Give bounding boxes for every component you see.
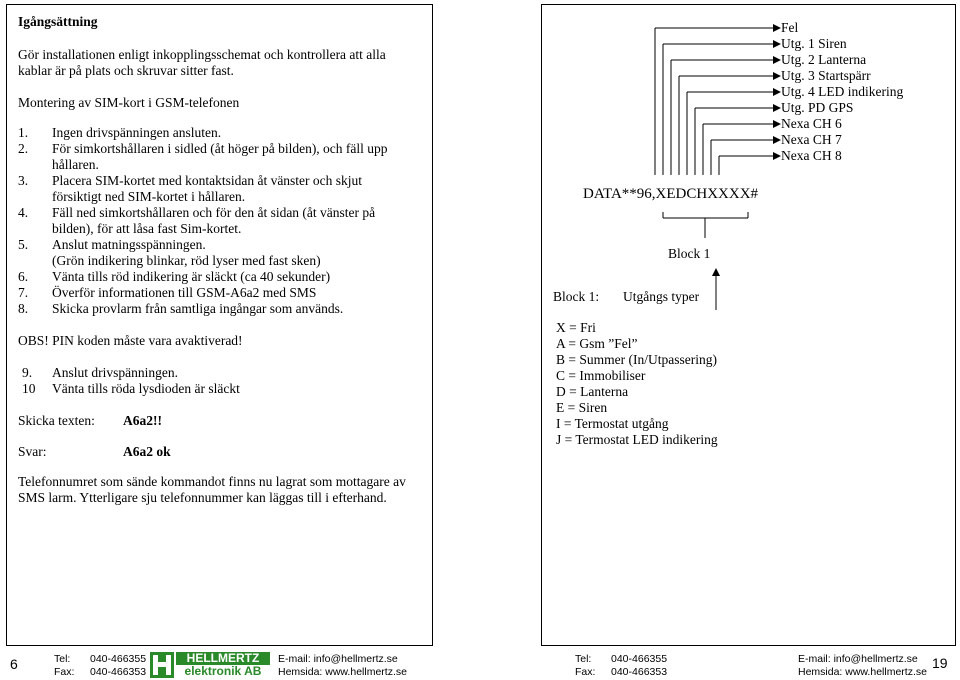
page-heading: Igångsättning xyxy=(18,14,98,29)
reply-label: Svar: xyxy=(18,444,47,459)
email-text: E-mail: info@hellmertz.se xyxy=(278,653,398,665)
step-4-text: Fäll ned simkortshållaren och för den åt sidan (åt vänster på xyxy=(52,205,376,220)
send-value: A6a2!! xyxy=(123,413,162,428)
email-text: E-mail: info@hellmertz.se xyxy=(798,653,918,665)
step-8-number: 8. xyxy=(18,301,29,316)
step-7-number: 7. xyxy=(18,285,29,300)
step-10-text: Vänta tills röda lysdioden är släckt xyxy=(52,381,240,396)
legend-item: I = Termostat utgång xyxy=(556,416,669,431)
logo-text-top: HELLMERTZ xyxy=(176,652,270,665)
output-label-utg1: Utg. 1 Siren xyxy=(781,36,847,51)
step-6-number: 6. xyxy=(18,269,29,284)
website-text: Hemsida: www.hellmertz.se xyxy=(278,666,407,678)
output-label-nexa6: Nexa CH 6 xyxy=(781,116,842,131)
tel-number: 040-466355 xyxy=(611,653,668,665)
step-8-text: Skicka provlarm från samtliga ingångar som används. xyxy=(52,301,344,316)
step-3-text-cont: försiktigt ned SIM-kortet i hållaren. xyxy=(52,189,246,204)
legend-item: X = Fri xyxy=(556,320,596,335)
company-logo xyxy=(150,652,270,678)
tel-label: Tel: xyxy=(54,653,71,665)
block-caption: Block 1: xyxy=(553,289,600,304)
obs-note: OBS! PIN koden måste vara avaktiverad! xyxy=(18,333,243,348)
page-number-right: 19 xyxy=(932,655,948,671)
reply-value: A6a2 ok xyxy=(123,444,171,459)
output-label-utg2: Utg. 2 Lanterna xyxy=(781,52,867,67)
fax-label: Fax: xyxy=(54,666,75,678)
website-text: Hemsida: www.hellmertz.se xyxy=(798,666,927,678)
fax-number: 040-466353 xyxy=(90,666,147,678)
step-2-text-cont: hållaren. xyxy=(52,157,99,172)
output-label-pd-gps: Utg. PD GPS xyxy=(781,100,854,115)
tel-number: 040-466355 xyxy=(90,653,147,665)
logo-text-bottom: elektronik AB xyxy=(184,664,262,678)
output-label-utg3: Utg. 3 Startspärr xyxy=(781,68,871,83)
legend-item: E = Siren xyxy=(556,400,608,415)
logo-mark-icon xyxy=(150,652,174,678)
step-4-number: 4. xyxy=(18,205,29,220)
step-2-number: 2. xyxy=(18,141,29,156)
step-10-number: 10 xyxy=(22,381,36,396)
step-4-text-cont: bilden), för att låsa fast Sim-kortet. xyxy=(52,221,242,236)
step-3-text: Placera SIM-kortet med kontaktsidan åt vänster och skjut xyxy=(52,173,363,188)
output-label-fel: Fel xyxy=(781,20,799,35)
step-5-note: (Grön indikering blinkar, röd lyser med fast sken) xyxy=(52,253,321,268)
fax-number: 040-466353 xyxy=(611,666,668,678)
tel-label: Tel: xyxy=(575,653,592,665)
fax-label: Fax: xyxy=(575,666,596,678)
step-5-text: Anslut matningsspänningen. xyxy=(52,237,206,252)
legend-item: C = Immobiliser xyxy=(556,368,646,383)
output-label-utg4: Utg. 4 LED indikering xyxy=(781,84,904,99)
step-3-number: 3. xyxy=(18,173,29,188)
send-label: Skicka texten: xyxy=(18,413,95,428)
step-5-number: 5. xyxy=(18,237,29,252)
page-number-left: 6 xyxy=(10,656,18,672)
step-1-number: 1. xyxy=(18,125,29,140)
step-9-number: 9. xyxy=(22,365,33,380)
closing-line-2: SMS larm. Ytterligare sju telefonnummer kan läggas till i efterhand. xyxy=(18,490,387,505)
block-label: Block 1 xyxy=(668,246,711,261)
intro-line-1: Gör installationen enligt inkopplingsschemat och kontrollera att alla xyxy=(18,47,386,62)
output-label-nexa8: Nexa CH 8 xyxy=(781,148,842,163)
legend-item: B = Summer (In/Utpassering) xyxy=(556,352,717,367)
command-string: DATA**96,XEDCHXXXX# xyxy=(583,186,759,202)
intro-line-2: kablar är på plats och skruvar sitter fast. xyxy=(18,63,234,78)
step-6-text: Vänta tills röd indikering är släckt (ca 40 sekunder) xyxy=(52,269,331,284)
step-2-text: För simkortshållaren i sidled (åt höger på bilden), och fäll upp xyxy=(52,141,388,156)
legend-item: J = Termostat LED indikering xyxy=(556,432,718,447)
subheading: Montering av SIM-kort i GSM-telefonen xyxy=(18,95,240,110)
step-7-text: Överför informationen till GSM-A6a2 med SMS xyxy=(52,285,317,300)
block-title: Utgångs typer xyxy=(623,289,700,304)
legend-item: D = Lanterna xyxy=(556,384,629,399)
step-9-text: Anslut drivspänningen. xyxy=(52,365,178,380)
closing-line-1: Telefonnumret som sände kommandot finns nu lagrat som mottagare av xyxy=(18,474,406,489)
legend-item: A = Gsm ”Fel” xyxy=(556,336,638,351)
output-label-nexa7: Nexa CH 7 xyxy=(781,132,842,147)
step-1-text: Ingen drivspänningen ansluten. xyxy=(52,125,222,140)
output-connector-diagram xyxy=(541,4,960,314)
